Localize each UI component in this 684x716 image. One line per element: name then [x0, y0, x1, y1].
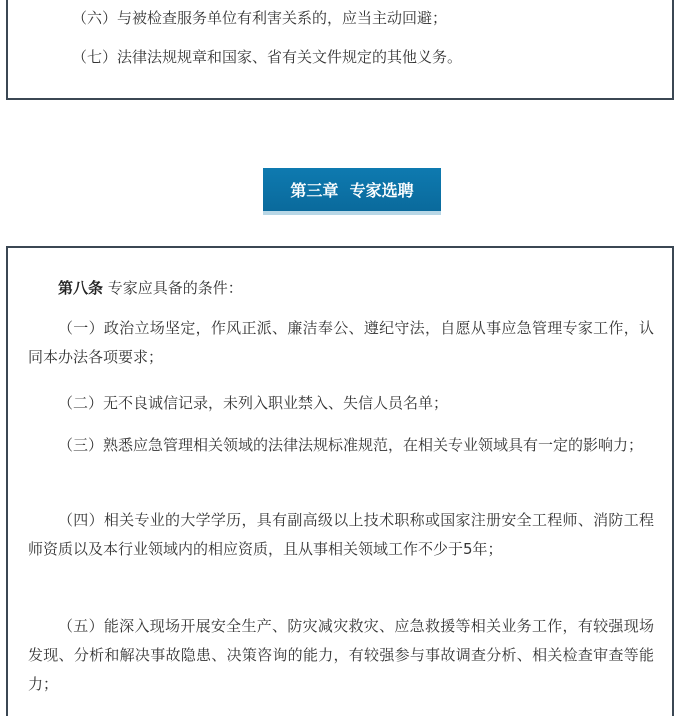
obligation-item-6: （六）与被检查服务单位有利害关系的，应当主动回避；	[72, 9, 448, 27]
article-8-intro-text: 专家应具备的条件：	[103, 279, 243, 297]
article-box	[6, 246, 674, 716]
condition-item-1: （一）政治立场坚定，作风正派、廉洁奉公、遵纪守法，自愿从事应急管理专家工作，认同本办法各项要求；	[28, 319, 654, 366]
article-8-heading: 第八条	[58, 279, 104, 297]
top-text-box	[6, 0, 674, 100]
condition-item-3: （三）熟悉应急管理相关领域的法律法规标准规范，在相关专业领域具有一定的影响力；	[58, 436, 644, 454]
obligation-item-7: （七）法律法规规章和国家、省有关文件规定的其他义务。	[72, 48, 463, 66]
condition-item-2: （二）无不良诚信记录，未列入职业禁入、失信人员名单；	[58, 394, 449, 412]
condition-item-5: （五）能深入现场开展安全生产、防灾减灾救灾、应急救援等相关业务工作，有较强现场发现、分析和解决事故隐患、决策咨询的能力，有较强参与事故调查分析、相关检查审查等能力；	[28, 617, 654, 693]
condition-item-4: （四）相关专业的大学学历，具有副高级以上技术职称或国家注册安全工程师、消防工程师资质以及本行业领域内的相应资质，且从事相关领域工作不少于5年；	[28, 511, 654, 558]
chapter-title: 第三章 专家选聘	[290, 181, 414, 200]
chapter-banner	[263, 168, 441, 215]
article-8-intro	[28, 274, 654, 303]
